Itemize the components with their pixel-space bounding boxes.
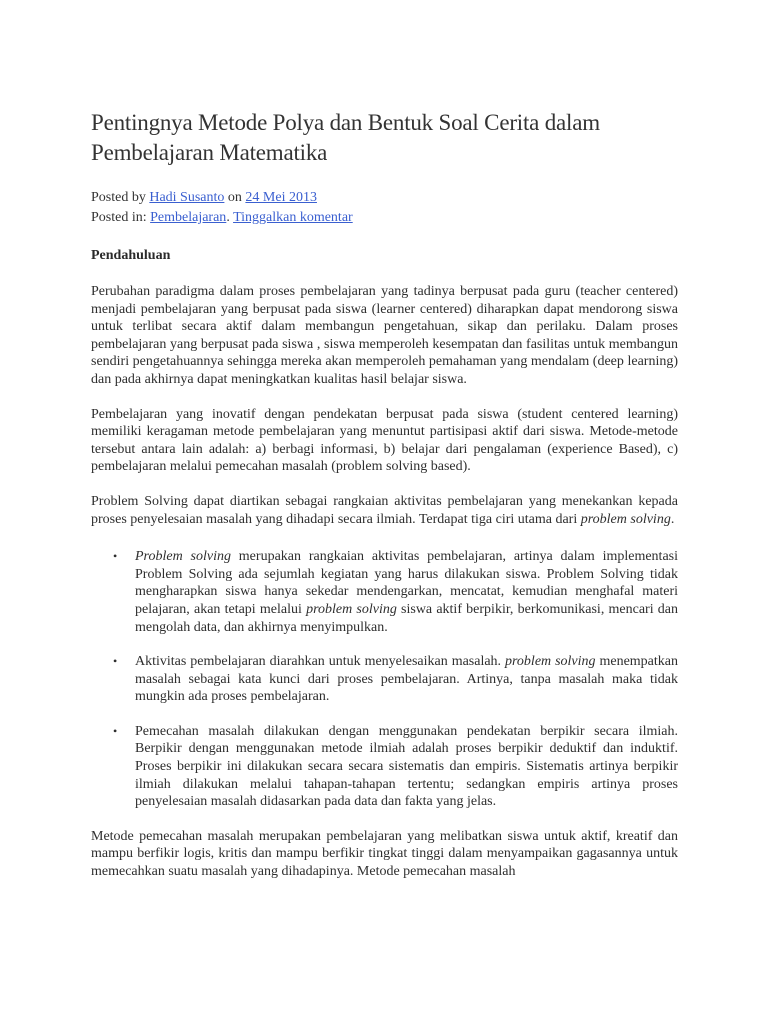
leave-comment-link[interactable]: Tinggalkan komentar bbox=[233, 210, 353, 225]
paragraph bbox=[91, 493, 678, 528]
page-title: Pentingnya Metode Polya dan Bentuk Soal Cerita dalam Pembelajaran Matematika bbox=[91, 110, 600, 165]
emphasis-text: problem solving bbox=[306, 601, 397, 617]
list-item-text: Pemecahan masalah dilakukan dengan menggunakan pendekatan berpikir secara ilmiah. Berpikir dengan menggunakan metode ilmiah adalah proses berpikir deduktif dan induktif. Proses berpikir ini dilakukan secara secara sistematis dan empiris. Sistematis artinya berpikir ilmiah dilakukan melalui tahapan-tahapan tertentu; sedangkan empiris artinya proses penyelesaian masalah didasarkan pada data dan fakta yang jelas. bbox=[135, 723, 678, 810]
list-item-text: Aktivitas pembelajaran diarahkan untuk menyelesaikan masalah. bbox=[135, 654, 505, 670]
bullet-icon: • bbox=[113, 723, 118, 738]
meta-separator: . bbox=[226, 210, 234, 225]
author-link[interactable]: Hadi Susanto bbox=[149, 190, 225, 205]
posted-by-line bbox=[91, 188, 678, 208]
date-link[interactable]: 24 Mei 2013 bbox=[245, 190, 317, 205]
posted-in-label: Posted in: bbox=[91, 210, 151, 225]
list-item-text: menempatkan masalah sebagai kata kunci dari proses pembelajaran. Artinya, tanpa masalah maka tidak mungkin ada proses pembelajaran. bbox=[135, 654, 678, 705]
posted-by-label: Posted by bbox=[91, 190, 150, 205]
list-item bbox=[91, 723, 678, 811]
section-heading: Pendahuluan bbox=[91, 248, 171, 263]
paragraph: Metode pemecahan masalah merupakan pembelajaran yang melibatkan siswa untuk aktif, kreatif dan mampu berfikir logis, kritis dan mampu berfikir tingkat tinggi dalam menyampaikan gagasannya untuk memecahkan suatu masalah yang dihadapinya. Metode pemecahan masalah bbox=[91, 828, 678, 880]
emphasis-text: Problem solving bbox=[135, 549, 231, 565]
category-link[interactable]: Pembelajaran bbox=[150, 210, 227, 225]
post-meta bbox=[91, 188, 678, 228]
bullet-list bbox=[91, 548, 678, 811]
list-item-text: merupakan rangkaian aktivitas pembelajaran, artinya dalam implementasi Problem Solving ada sejumlah kegiatan yang harus dilakukan siswa. Problem Solving tidak mengharapkan siswa hanya sekedar mendengarkan, mencatat, kemudian menghafal materi pelajaran, akan tetapi melalui bbox=[135, 549, 678, 617]
bullet-icon: • bbox=[113, 549, 118, 564]
posted-in-line bbox=[91, 208, 678, 228]
bullet-icon: • bbox=[113, 654, 118, 669]
list-item bbox=[91, 548, 678, 636]
emphasis-text: problem solving bbox=[580, 511, 671, 527]
on-label: on bbox=[224, 190, 246, 205]
paragraph-text: Problem Solving dapat diartikan sebagai rangkaian aktivitas pembelajaran yang menekankan kepada proses penyelesaian masalah yang dihadapi secara ilmiah. Terdapat tiga ciri utama dari bbox=[91, 493, 678, 527]
paragraph: Pembelajaran yang inovatif dengan pendekatan berpusat pada siswa (student centered learning) memiliki keragaman metode pembelajaran yang menuntut partisipasi aktif dari siswa. Metode-metode tersebut antara lain adalah: a) berbagi informasi, b) belajar dari pengalaman (experience Based), c) pembelajaran melalui pemecahan masalah (problem solving based). bbox=[91, 406, 678, 475]
list-item-text: siswa aktif berpikir, berkomunikasi, mencari dan mengolah data, dan akhirnya menyimpulkan. bbox=[135, 601, 678, 635]
emphasis-text: problem solving bbox=[505, 654, 596, 670]
article bbox=[91, 108, 678, 880]
list-item bbox=[91, 653, 678, 706]
paragraph-text: . bbox=[670, 511, 675, 527]
paragraph: Perubahan paradigma dalam proses pembelajaran yang tadinya berpusat pada guru (teacher centered) menjadi pembelajaran yang berpusat pada siswa (learner centered) diharapkan dapat mendorong siswa untuk terlibat secara aktif dalam membangun pengetahuan, sikap dan perilaku. Dalam proses pembelajaran yang berpusat pada siswa , siswa memperoleh kesempatan dan fasilitas untuk membangun sendiri pengetahuannya sehingga mereka akan memperoleh pemahaman yang mendalam (deep learning) dan pada akhirnya dapat meningkatkan kualitas hasil belajar siswa. bbox=[91, 284, 678, 387]
